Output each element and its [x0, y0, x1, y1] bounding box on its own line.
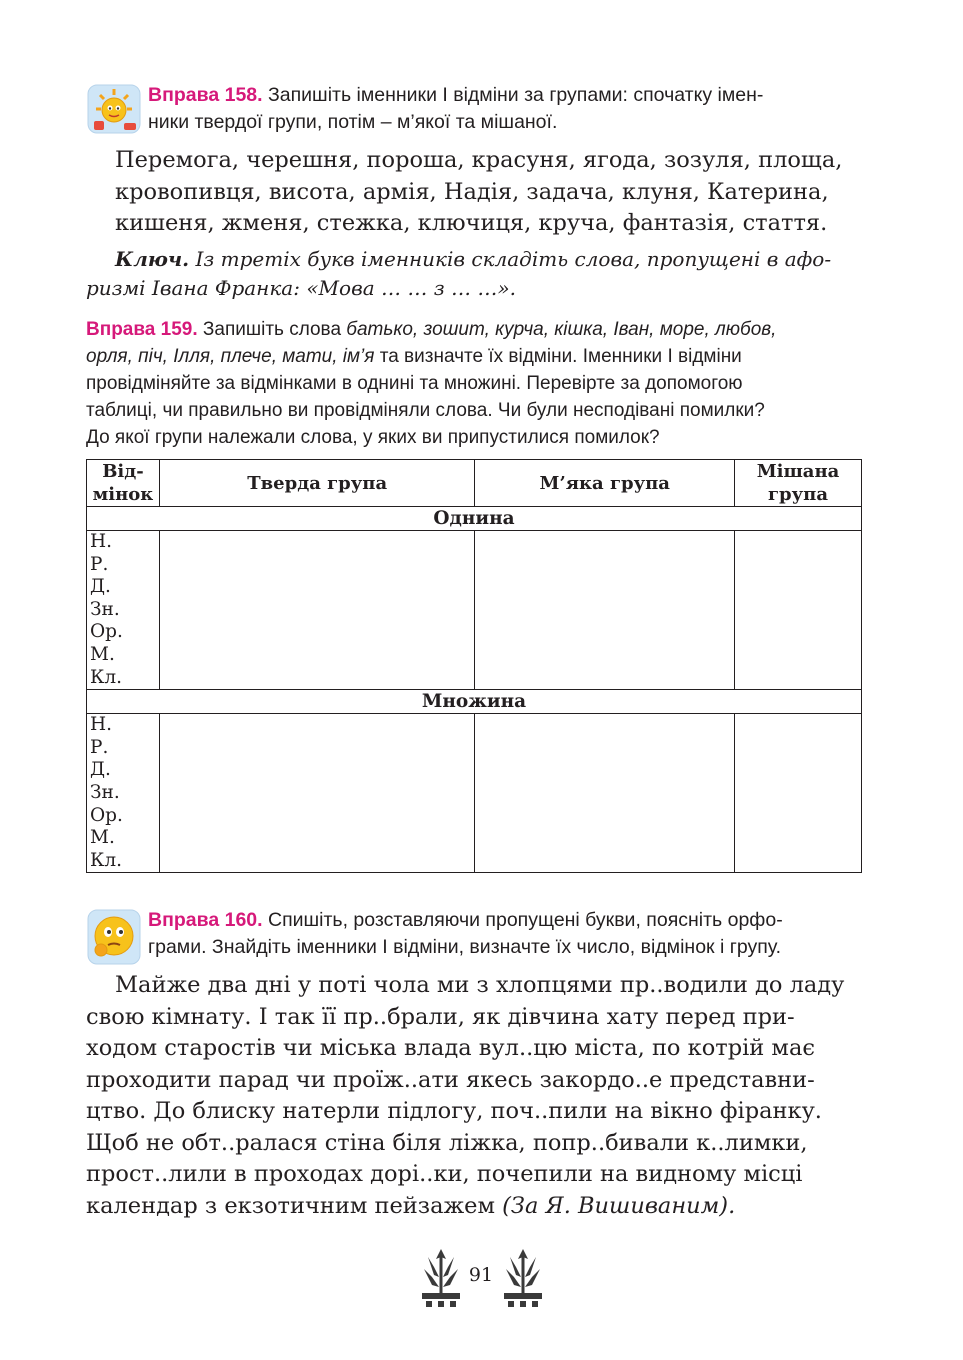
exercise-159-task: [86, 316, 862, 451]
table-cell: [304, 850, 475, 873]
exercise-159-line4: таблиці, чи правильно ви провідміняли слова. Чи були несподівані помилки?: [86, 400, 765, 421]
exercise-159-line1: Запишіть слова: [197, 319, 347, 340]
declension-table: [86, 459, 862, 873]
words-line3: кишеня, жменя, стежка, ключиця, круча, фантазія, стаття.: [115, 210, 828, 236]
table-cell: [304, 621, 475, 644]
table-row: [87, 759, 862, 782]
table-cell: [475, 576, 618, 599]
table-cell: Д.: [87, 759, 160, 782]
table-cell: [304, 599, 475, 622]
header-case: [87, 460, 160, 507]
table-cell: [618, 737, 735, 760]
table-cell: [618, 599, 735, 622]
words-line2: кровопивця, висота, армія, Надія, задача, клуня, Катерина,: [115, 178, 829, 205]
wheat-ornament-icon: [502, 1247, 544, 1309]
header-hard-group: Тверда група: [159, 460, 474, 507]
table-cell: [618, 759, 735, 782]
table-cell: [304, 737, 475, 760]
table-cell: [304, 782, 475, 805]
table-cell: [304, 805, 475, 828]
table-cell: [475, 554, 618, 577]
table-cell: [618, 714, 735, 737]
table-cell: [159, 576, 304, 599]
table-cell: [735, 621, 862, 644]
page-number: 91: [468, 1264, 494, 1286]
table-cell: [475, 827, 618, 850]
table-cell: [475, 644, 618, 667]
table-cell: [475, 667, 618, 690]
table-cell: [159, 759, 304, 782]
header-case-line2: мінок: [92, 484, 154, 505]
table-cell: [735, 667, 862, 690]
text-line1: Майже два дні у поті чола ми з хлопцями пр..водили до ладу: [115, 972, 845, 998]
table-cell: Кл.: [87, 850, 160, 873]
table-cell: [618, 667, 735, 690]
exercise-158-label: Вправа 158.: [148, 84, 263, 106]
table-cell: [735, 850, 862, 873]
exercise-158-line1: Запишіть іменники І відміни за групами: спочатку імен-: [262, 84, 764, 106]
key-label: Ключ.: [115, 247, 190, 271]
table-cell: [304, 714, 475, 737]
text-source: (За Я. Вишиваним).: [502, 1192, 736, 1219]
table-cell: [475, 782, 618, 805]
table-cell: Зн.: [87, 782, 160, 805]
header-mixed-line2: група: [768, 484, 828, 505]
table-cell: Ор.: [87, 805, 160, 828]
table-cell: [475, 599, 618, 622]
table-cell: [735, 554, 862, 577]
table-cell: [735, 827, 862, 850]
key-line1: Із третіх букв іменників складіть слова, пропущені в афо-: [189, 247, 832, 271]
table-cell: [159, 531, 304, 554]
table-row: [87, 667, 862, 690]
table-row: [87, 621, 862, 644]
table-cell: [735, 737, 862, 760]
table-cell: [159, 782, 304, 805]
table-cell: [159, 827, 304, 850]
table-cell: Н.: [87, 531, 160, 554]
exercise-159-line2: та визначте їх відміни. Іменники І відміни: [374, 346, 742, 367]
table-cell: [618, 554, 735, 577]
table-cell: [159, 554, 304, 577]
words-line1: Перемога, черешня, пороша, красуня, ягода, зозуля, площа,: [115, 147, 843, 173]
table-cell: [735, 782, 862, 805]
header-soft-group: М’яка група: [475, 460, 735, 507]
table-cell: Зн.: [87, 599, 160, 622]
exercise-159-words-1: батько, зошит, курча, кішка, Іван, море, любов,: [346, 319, 777, 340]
table-cell: [159, 621, 304, 644]
table-cell: [475, 759, 618, 782]
table-cell: [735, 599, 862, 622]
exercise-159-line3: провідміняйте за відмінками в однині та множині. Перевірте за допомогою: [86, 373, 743, 394]
table-cell: [159, 667, 304, 690]
exercise-160-line2: грами. Знайдіть іменники І відміни, визначте їх число, відмінок і групу.: [148, 936, 781, 958]
text-line6: Щоб не обт..ралася стіна біля ліжка, попр..бивали к..лимки,: [86, 1129, 808, 1156]
table-cell: [735, 644, 862, 667]
exercise-158-task: [148, 82, 861, 136]
table-cell: [475, 714, 618, 737]
table-cell: [475, 737, 618, 760]
table-cell: [159, 805, 304, 828]
table-cell: [735, 531, 862, 554]
table-cell: [159, 737, 304, 760]
table-row: [87, 850, 862, 873]
table-cell: Р.: [87, 554, 160, 577]
table-cell: Д.: [87, 576, 160, 599]
exercise-159-line5: До якої групи належали слова, у яких ви припустилися помилок?: [86, 427, 660, 448]
header-mixed-line1: Мішана: [756, 461, 840, 482]
table-row: [87, 644, 862, 667]
table-cell: [475, 805, 618, 828]
text-line3: ходом старостів чи міська влада вул..цю міста, по котрій має: [86, 1035, 815, 1061]
table-row: [87, 531, 862, 554]
text-line2: свою кімнату. І так її пр..брали, як дівчина хату перед при-: [86, 1003, 795, 1030]
table-cell: [159, 714, 304, 737]
table-cell: Кл.: [87, 667, 160, 690]
exercise-160-text: [86, 970, 861, 1222]
table-cell: Ор.: [87, 621, 160, 644]
table-cell: [618, 531, 735, 554]
table-cell: [304, 644, 475, 667]
text-line5: цтво. До блиску натерли підлогу, поч..пили на вікно фіранку.: [86, 1098, 822, 1124]
table-cell: [618, 827, 735, 850]
key-task: [86, 245, 861, 303]
table-cell: [304, 667, 475, 690]
table-cell: [475, 621, 618, 644]
header-case-line1: Від-: [102, 461, 144, 482]
table-cell: [304, 827, 475, 850]
table-cell: [475, 850, 618, 873]
exercise-160-label: Вправа 160.: [148, 909, 263, 931]
table-cell: [618, 621, 735, 644]
table-cell: [735, 759, 862, 782]
table-cell: М.: [87, 644, 160, 667]
table-row: [87, 805, 862, 828]
exercise-160-task: [148, 907, 861, 961]
table-cell: [475, 531, 618, 554]
table-cell: [618, 782, 735, 805]
table-cell: [304, 759, 475, 782]
table-cell: [304, 531, 475, 554]
table-row: [87, 827, 862, 850]
table-row: [87, 599, 862, 622]
table-cell: [735, 805, 862, 828]
wheat-ornament-icon: [420, 1247, 462, 1309]
table-cell: [159, 644, 304, 667]
table-row: [87, 554, 862, 577]
table-cell: Н.: [87, 714, 160, 737]
table-cell: [618, 805, 735, 828]
table-cell: [735, 576, 862, 599]
table-row: [87, 782, 862, 805]
exercise-158-words: [115, 145, 861, 240]
text-line8: календар з екзотичним пейзажем: [86, 1192, 503, 1219]
table-cell: М.: [87, 827, 160, 850]
table-cell: Р.: [87, 737, 160, 760]
table-cell: [304, 554, 475, 577]
table-cell: [618, 644, 735, 667]
table-section-label: Однина: [87, 507, 862, 531]
table-cell: [304, 576, 475, 599]
exercise-158-line2: ники твердої групи, потім – м’якої та мішаної.: [148, 111, 558, 133]
table-row: [87, 576, 862, 599]
exercise-159-words-2: орля, піч, Ілля, плече, мати, ім’я: [86, 346, 375, 367]
thinking-face-icon: [86, 908, 142, 966]
table-cell: [618, 850, 735, 873]
table-cell: [159, 850, 304, 873]
table-body: [87, 507, 862, 873]
exercise-160-line1: Спишіть, розставляючи пропущені букви, поясніть орфо-: [262, 909, 783, 931]
header-mixed-group: [735, 460, 862, 507]
table-cell: [159, 599, 304, 622]
sun-thinking-icon: [86, 83, 142, 135]
text-line7: прост..лили в проходах дорі..ки, почепили на видному місці: [86, 1161, 803, 1187]
table-cell: [735, 714, 862, 737]
table-row: [87, 714, 862, 737]
table-section-label: Множина: [87, 690, 862, 714]
exercise-159-label: Вправа 159.: [86, 319, 198, 340]
table-cell: [618, 576, 735, 599]
key-line2: ризмі Івана Франка: «Мова … … з … …».: [86, 276, 516, 300]
table-row: [87, 737, 862, 760]
text-line4: проходити парад чи проїж..ати якесь закордо..е представни-: [86, 1066, 815, 1093]
